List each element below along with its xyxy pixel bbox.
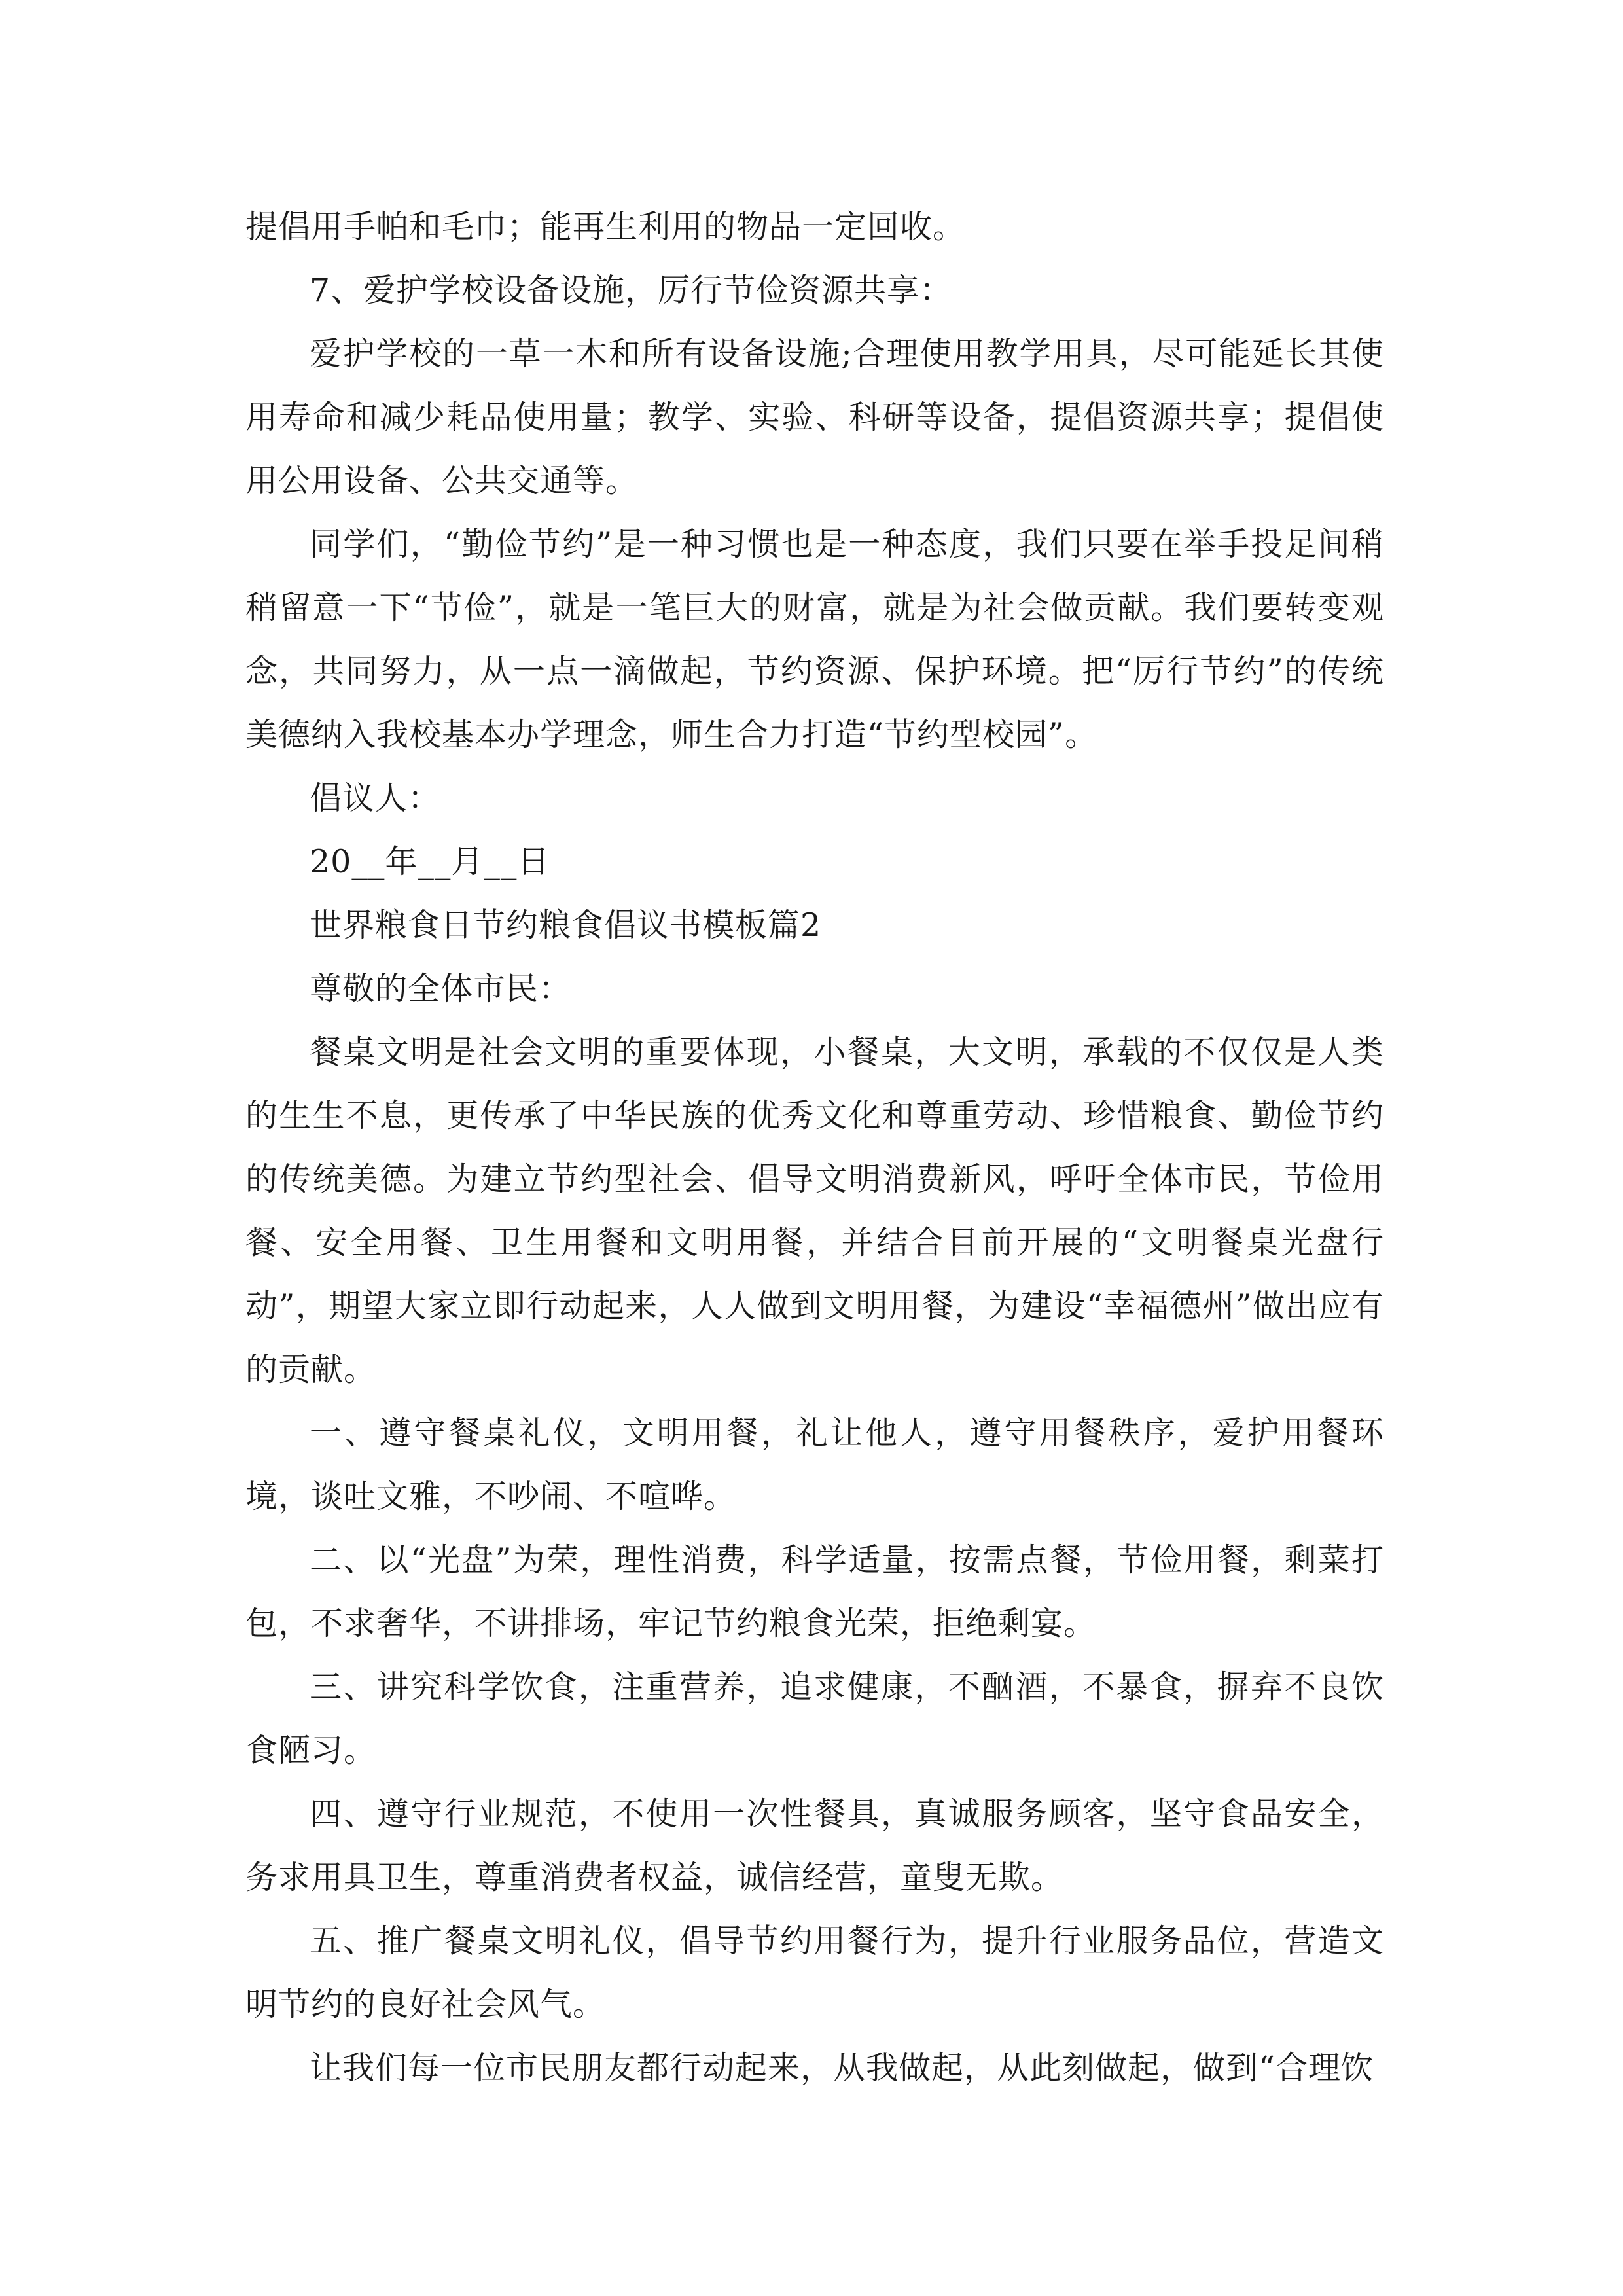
salutation: 尊敬的全体市民： [310,970,572,1007]
section-heading: 7、爱护学校设备设施，厉行节俭资源共享： [310,272,953,309]
list-item: 一、遵守餐桌礼仪，文明用餐，礼让他人，遵守用餐秩序，爱护用餐环境，谈吐文雅，不吵闹、不喧哗。 [245,1414,1384,1515]
list-item: 二、以“光盘”为荣，理性消费，科学适量，按需点餐，节俭用餐，剩菜打包，不求奢华，不讲排场，牢记节约粮食光荣，拒绝剩宴。 [245,1541,1384,1642]
paragraph: 让我们每一位市民朋友都行动起来，从我做起，从此刻做起，做到“合理饮 [310,2049,1374,2087]
paragraph: 同学们，“勤俭节约”是一种习惯也是一种态度，我们只要在举手投足间稍稍留意一下“节俭”，就是一笔巨大的财富，就是为社会做贡献。我们要转变观念，共同努力，从一点一滴做起，节约资源、保护环境。把“厉行节约”的传统美德纳入我校基本办学理念，师生合力打造“节约型校园”。 [245,526,1384,753]
list-item: 四、遵守行业规范，不使用一次性餐具，真诚服务顾客，坚守食品安全，务求用具卫生，尊重消费者权益，诚信经营，童叟无欺。 [245,1795,1384,1896]
paragraph: 提倡用手帕和毛巾；能再生利用的物品一定回收。 [245,208,966,245]
document-title: 世界粮食日节约粮食倡议书模板篇2 [310,906,822,944]
paragraph: 餐桌文明是社会文明的重要体现，小餐桌，大文明，承载的不仅仅是人类的生生不息，更传承了中华民族的优秀文化和尊重劳动、珍惜粮食、勤俭节约的传统美德。为建立节约型社会、倡导文明消费新风，呼吁全体市民，节俭用餐、安全用餐、卫生用餐和文明用餐，并结合目前开展的“文明餐桌光盘行动”，期望大家立即行动起来，人人做到文明用餐，为建设“幸福德州”做出应有的贡献。 [245,1033,1384,1388]
date-line: 20__年__月__日 [310,843,550,880]
signature-label: 倡议人： [310,780,441,817]
document-body [245,195,1384,2100]
paragraph: 爱护学校的一草一木和所有设备设施;合理使用教学用具，尽可能延长其使用寿命和减少耗品使用量；教学、实验、科研等设备，提倡资源共享；提倡使用公用设备、公共交通等。 [245,335,1384,499]
list-item: 三、讲究科学饮食，注重营养，追求健康，不酗酒，不暴食，摒弃不良饮食陋习。 [245,1668,1384,1769]
list-item: 五、推广餐桌文明礼仪，倡导节约用餐行为，提升行业服务品位，营造文明节约的良好社会风气。 [245,1922,1384,2023]
